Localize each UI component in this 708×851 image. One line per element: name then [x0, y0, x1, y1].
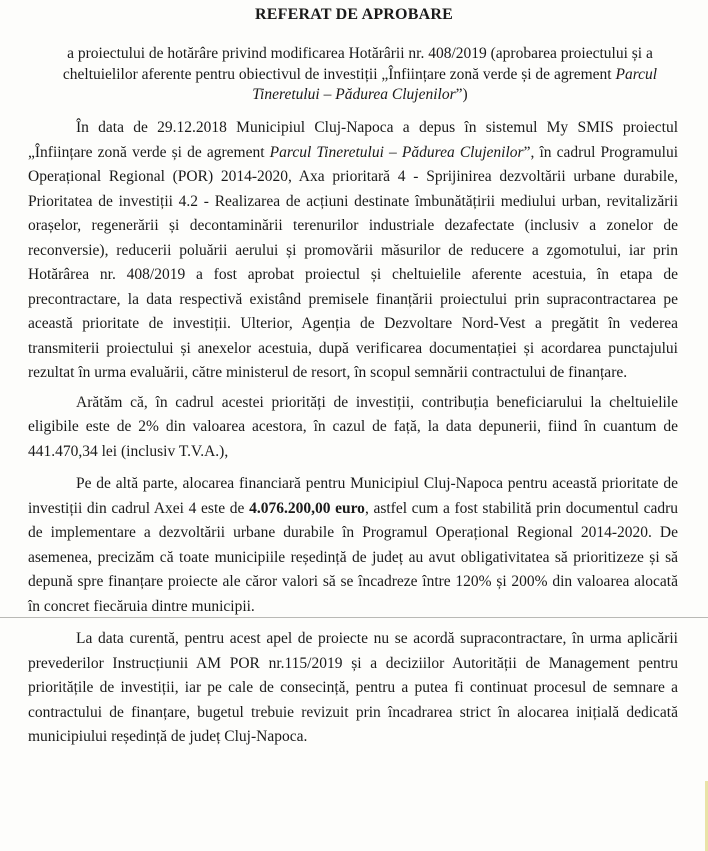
- paragraph-4: La data curentă, pentru acest apel de proiecte nu se acordă supracontractare, în urma aplicării prevederilor Instrucțiunii AM POR nr.115/2019 și a deciziilor Autorității de Management pentru prioritățile de investiții, iar pe cale de consecință, pentru a putea fi continuat procesul de semnare a contractului de finanțare, bugetul trebuie revizuit prin încadrarea strict în alocarea inițială dedicată municipiului reședință de județ Cluj-Napoca.: [28, 630, 678, 745]
- paragraph-1-text-a: În data de 29.12.2018 Municipiul Cluj-Napoca a depus în sistemul My SMIS proiectul „Înființare zonă verde și de agrement: [28, 119, 678, 161]
- paragraph-3-text-a: Pe de altă parte, alocarea financiară pentru Municipiul Cluj-Napoca pentru această prioritate de investiții din cadrul Axei 4 este de: [28, 475, 678, 517]
- scan-fold-line: [0, 617, 708, 618]
- paragraph-1-italic: Parcul Tineretului – Pădurea Clujenilor: [269, 143, 524, 161]
- paragraph-1-text-b: ”, în cadrul Programului Operațional Regional (POR) 2014-2020, Axa prioritară 4 - Sprijinirea dezvoltării urbane durabile, Prioritatea de investiții 4.2 - Realizarea de acțiuni destinate îmbunătățirii mediului urban, revitalizării orașelor, regenerării și decontaminării terenurilor industriale dezafectate (inclusiv a zonelor de reconversie), reducerii poluării aerului și promovării măsurilor de reducere a zgomotului, iar prin Hotărârea nr. 408/2019 a fost aprobat proiectul și cheltuielile aferente acestuia, în etapa de precontractare, la data respectivă existând premisele finanțării proiectului prin supracontractarea pe această prioritate de investiții. Ulterior, Agenția de Dezvoltare Nord-Vest a pregătit în vederea transmiterii proiectului și anexelor acestuia, după verificarea documentației și acordarea punctajului rezultat în urma evaluării, către ministerul de resort, în scopul semnării contractului de finanțare.: [28, 143, 678, 381]
- subtitle-text-2: ”): [455, 86, 468, 103]
- subtitle-italic-text: Parcul Tineretului – Pădurea Clujenilor: [252, 65, 658, 103]
- paragraph-3: [28, 472, 678, 619]
- subtitle-text-1: a proiectului de hotărâre privind modificarea Hotărârii nr. 408/2019 (aprobarea proiectului și a cheltuielilor aferente pentru obiectivul de investiții „Înființare zonă verde și de agrement: [62, 45, 653, 83]
- paragraph-2: Arătăm că, în cadrul acestei priorități de investiții, contribuția beneficiarului la cheltuielile eligibile este de 2% din valoarea acestora, în cazul de față, la data depunerii, fiind în cuantum de 441.470,34 lei (inclusiv T.V.A.),: [28, 393, 678, 460]
- document-subtitle: [40, 44, 680, 106]
- document-body: [28, 116, 678, 755]
- document-title: REFERAT DE APROBARE: [255, 6, 453, 23]
- paragraph-3-text-b: , astfel cum a fost stabilită prin documentul cadru de implementare a dezvoltării urbane durabile în Programul Operațional Regional 2014-2020. De asemenea, precizăm că toate municipiile reședință de județ au avut obligativitatea să prioritizeze și să depună spre finanțare proiecte ale căror valori să se încadreze între 120% și 200% din valoarea alocată în concret fiecăruia dintre municipii.: [28, 499, 678, 615]
- paragraph-1: [28, 116, 678, 386]
- paragraph-3-amount: 4.076.200,00 euro: [249, 499, 365, 517]
